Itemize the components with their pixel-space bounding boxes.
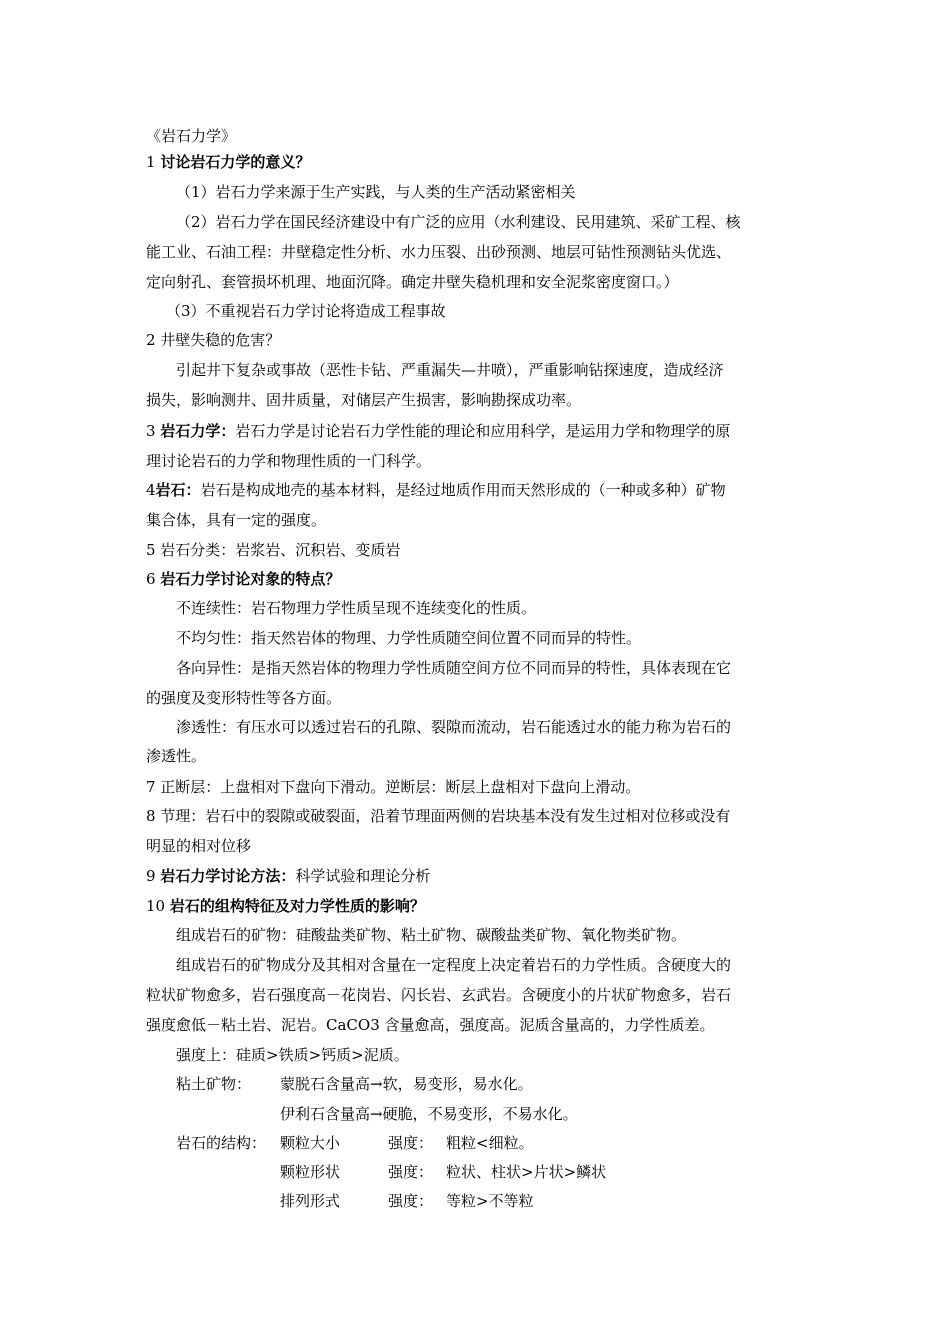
- q8-line-2: 明显的相对位移: [146, 837, 252, 855]
- q1-point-1: （1）岩石力学来源于生产实践，与人类的生产活动紧密相关: [176, 183, 576, 201]
- clay-minerals-row-1: 粘土矿物： 蒙脱石含量高→软，易变形，易水化。: [176, 1075, 533, 1093]
- q10-para-line-3: 强度愈低－粘土岩、泥岩。CaCO3 含量愈高，强度高。泥质含量高的，力学性质差。: [146, 1016, 715, 1034]
- q7-line: 7 正断层：上盘相对下盘向下滑动。逆断层：断层上盘相对下盘向上滑动。: [146, 778, 641, 796]
- q4-line-2: 集合体，具有一定的强度。: [146, 511, 327, 529]
- q10-minerals: 组成岩石的矿物：硅酸盐类矿物、粘土矿物、碳酸盐类矿物、氧化物类矿物。: [176, 926, 687, 944]
- q1-point-2-line-3: 定向射孔、套管损坏机理、地面沉降。确定井壁失稳机理和安全泥浆密度窗口。）: [146, 273, 679, 291]
- q4-line-1: 4岩石：岩石是构成地壳的基本材料，是经过地质作用而天然形成的（一种或多种）矿物: [146, 481, 726, 499]
- document-page: 《岩石力学》 1 讨论岩石力学的意义？ （1）岩石力学来源于生产实践，与人类的生产活动紧密相关 （2）岩石力学在国民经济建设中有广泛的应用（水利建设、民用建筑、采矿工程、核 能工业、石油工程：井壁稳定性分析、水力压裂、出砂预测、地层可钻性预测钻头优选、 定向射孔、套管损坏机理、地面沉降。确定井壁失稳机理和安全泥浆密度窗口。） （3）不重视岩石力学讨论将造成工程事故 2 井壁失稳的危害？ 引起井下复杂或事故（恶性卡钻、严重漏失—井喷），严重影响钻探速度，造成经济 损失，影响测井、固井质量，对储层产生损害，影响勘探成功率。 3 岩石力学：岩石力学是讨论岩石力学性能的理论和应用科学，是运用力学和物理学的原 理讨论岩石的力学和物理性质的一门科学。 4岩石：岩石是构成地壳的基本材料，是经过地质作用而天然形成的（一种或多种）矿物 集合体，具有一定的强度。 5 岩石分类：岩浆岩、沉积岩、变质岩 6 岩石力学讨论对象的特点？ 不连续性：岩石物理力学性质呈现不连续变化的性质。 不均匀性：指天然岩体的物理、力学性质随空间位置不同而异的特性。 各向异性：是指天然岩体的物理力学性质随空间方位不同而异的特性，具体表现在它 的强度及变形特性等各方面。 渗透性：有压水可以透过岩石的孔隙、裂隙而流动，岩石能透过水的能力称为岩石的 渗透性。 7 正断层：上盘相对下盘向下滑动。逆断层：断层上盘相对下盘向上滑动。 8 节理：岩石中的裂隙或破裂面，沿着节理面两侧的岩块基本没有发生过相对位移或没有 明显的相对位移 9 岩石力学讨论方法：科学试验和理论分析 10 岩石的组构特征及对力学性质的影响？ 组成岩石的矿物：硅酸盐类矿物、粘土矿物、碳酸盐类矿物、氧化物类矿物。 组成岩石的矿物成分及其相对含量在一定程度上决定着岩石的力学性质。含硬度大的 粒状矿物愈多，岩石强度高－花岗岩、闪长岩、玄武岩。含硬度小的片状矿物愈多，岩石 强度愈低－粘土岩、泥岩。CaCO3 含量愈高，强度高。泥质含量高的，力学性质差。 强度上：硅质>铁质>钙质>泥质。 粘土矿物： 蒙脱石含量高→软，易变形，易水化。 伊利石含量高→硬脆，不易变形，不易水化。 岩石的结构： 颗粒大小 强度： 粗粒<细粒。 颗粒形状 强度： 粒状、柱状>片状>鳞状 排列形式 强度： 等粒>不等粒: [0, 0, 950, 1344]
- q8-line-1: 8 节理：岩石中的裂隙或破裂面，沿着节理面两侧的岩块基本没有发生过相对位移或没有: [146, 807, 731, 825]
- q6-item-heterogeneity: 不均匀性：指天然岩体的物理、力学性质随空间位置不同而异的特性。: [176, 629, 642, 647]
- q1-point-2-line-2: 能工业、石油工程：井壁稳定性分析、水力压裂、出砂预测、地层可钻性预测钻头优选、: [146, 243, 732, 261]
- q3-line-1: 3 岩石力学：岩石力学是讨论岩石力学性能的理论和应用科学，是运用力学和物理学的原: [146, 422, 731, 440]
- q6-item-anisotropy-line-1: 各向异性：是指天然岩体的物理力学性质随空间方位不同而异的特性，具体表现在它: [176, 659, 732, 677]
- q6-item-anisotropy-line-2: 的强度及变形特性等各方面。: [146, 689, 342, 707]
- q1-point-3: （3）不重视岩石力学讨论将造成工程事故: [166, 302, 446, 320]
- q10-strength-order: 强度上：硅质>铁质>钙质>泥质。: [176, 1046, 409, 1064]
- q6-heading: 6 岩石力学讨论对象的特点？: [146, 570, 341, 588]
- q6-item-permeability-line-2: 渗透性。: [146, 747, 207, 765]
- doc-title: 《岩石力学》: [146, 127, 237, 145]
- q1-point-2-line-1: （2）岩石力学在国民经济建设中有广泛的应用（水利建设、民用建筑、采矿工程、核: [176, 213, 741, 231]
- q6-item-discontinuity: 不连续性：岩石物理力学性质呈现不连续变化的性质。: [176, 599, 537, 617]
- q6-item-permeability-line-1: 渗透性：有压水可以透过岩石的孔隙、裂隙而流动，岩石能透过水的能力称为岩石的: [176, 718, 732, 736]
- q5-line: 5 岩石分类：岩浆岩、沉积岩、变质岩: [146, 541, 401, 559]
- q10-para-line-2: 粒状矿物愈多，岩石强度高－花岗岩、闪长岩、玄武岩。含硬度小的片状矿物愈多，岩石: [146, 986, 732, 1004]
- q9-line: 9 岩石力学讨论方法：科学试验和理论分析: [146, 867, 431, 885]
- q2-line-2: 损失，影响测井、固井质量，对储层产生损害，影响勘探成功率。: [146, 391, 582, 409]
- q1-heading: 1 讨论岩石力学的意义？: [146, 153, 311, 171]
- q10-heading: 10 岩石的组构特征及对力学性质的影响？: [146, 897, 425, 915]
- q2-heading: 2 井壁失稳的危害？: [146, 331, 281, 349]
- q10-para-line-1: 组成岩石的矿物成分及其相对含量在一定程度上决定着岩石的力学性质。含硬度大的: [176, 956, 732, 974]
- structure-row-1: 岩石的结构： 颗粒大小 强度： 粗粒<细粒。: [176, 1134, 534, 1152]
- q3-line-2: 理讨论岩石的力学和物理性质的一门科学。: [146, 452, 432, 470]
- q2-line-1: 引起井下复杂或事故（恶性卡钻、严重漏失—井喷），严重影响钻探速度，造成经济: [176, 361, 724, 379]
